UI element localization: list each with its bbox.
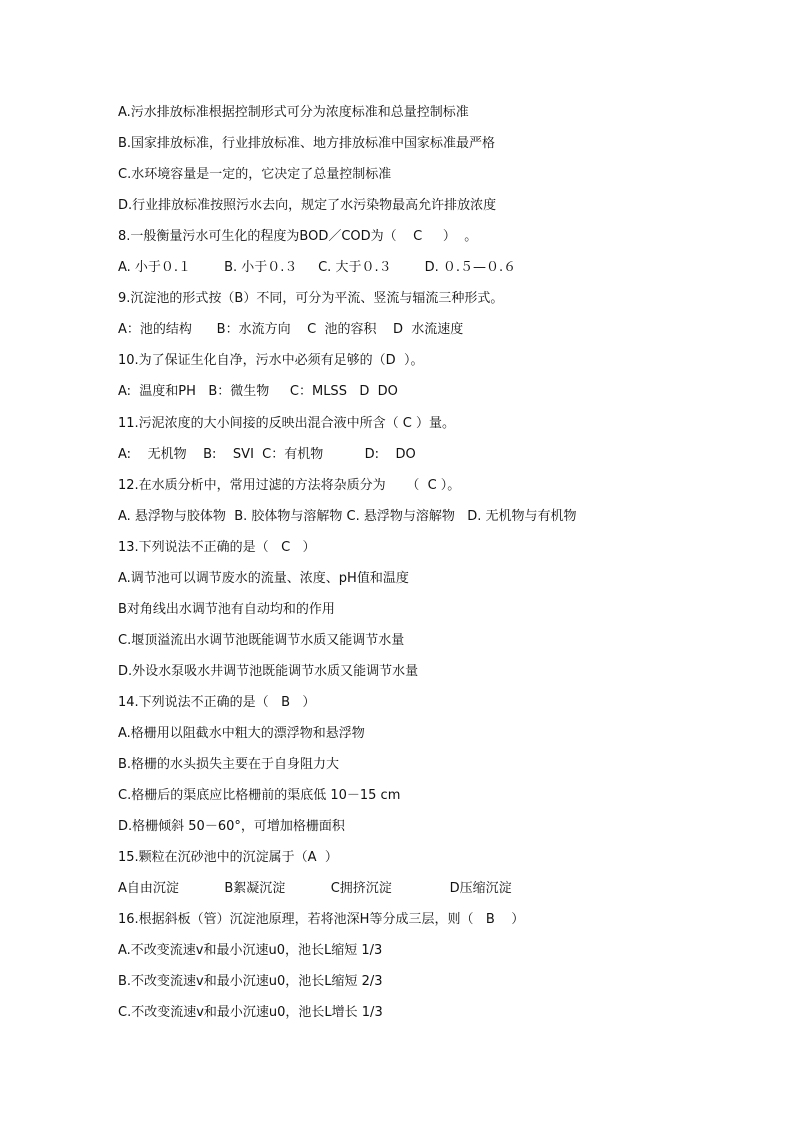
text-line: B.不改变流速v和最小沉速u0，池长L缩短 2/3 — [118, 974, 383, 990]
text-line: B对角线出水调节池有自动均和的作用 — [118, 601, 335, 617]
text-line: 12.在水质分析中，常用过滤的方法将杂质分为 （ C ）。 — [118, 477, 461, 493]
text-line: D.行业排放标准按照污水去向，规定了水污染物最高允许排放浓度 — [118, 198, 497, 214]
text-line: 14.下列说法不正确的是（ B ） — [118, 694, 316, 710]
text-line: A.污水排放标准根据控制形式可分为浓度标准和总量控制标准 — [118, 105, 469, 120]
text-line: A: 无机物 B: SVI C：有机物 D: DO — [118, 446, 416, 462]
text-line: A：池的结构 B：水流方向 C 池的容积 D 水流速度 — [118, 322, 464, 338]
text-line: A: 温度和PH B：微生物 C：MLSS D DO — [118, 384, 398, 400]
text-line: B.格栅的水头损失主要在于自身阻力大 — [118, 757, 340, 773]
text-line: A. 小于０.１ B. 小于０.３ C. 大于０.３ D. ０.５—０.６ — [118, 260, 517, 276]
text-line: C.格栅后的渠底应比格栅前的渠底低 10－15 cm — [118, 788, 401, 804]
text-line: 13.下列说法不正确的是（ C ） — [118, 539, 316, 555]
text-line: A.格栅用以阻截水中粗大的漂浮物和悬浮物 — [118, 726, 365, 741]
text-line: C.不改变流速v和最小沉速u0，池长L增长 1/3 — [118, 1005, 383, 1021]
text-line: 11.污泥浓度的大小间接的反映出混合液中所含（ C ）量。 — [118, 415, 456, 431]
text-line: 9.沉淀池的形式按（B）不同，可分为平流、竖流与辐流三种形式。 — [118, 291, 504, 307]
text-line: 16.根据斜板（管）沉淀池原理，若将池深H等分成三层，则（ B ） — [118, 912, 525, 928]
text-line: A.不改变流速v和最小沉速u0，池长L缩短 1/3 — [118, 943, 383, 959]
text-line: D.格栅倾斜 50－60°，可增加格栅面积 — [118, 819, 345, 835]
text-line: A. 悬浮物与胶体物 B. 胶体物与溶解物 C. 悬浮物与溶解物 D. 无机物与有机物 — [118, 508, 577, 524]
text-line: B.国家排放标准，行业排放标准、地方排放标准中国家标准最严格 — [118, 136, 496, 152]
text-line: D.外设水泵吸水井调节池既能调节水质又能调节水量 — [118, 663, 419, 679]
text-line: 15.颗粒在沉砂池中的沉淀属于（A ） — [118, 850, 338, 866]
text-line: C.堰顶溢流出水调节池既能调节水质又能调节水量 — [118, 632, 405, 648]
text-line: 8.一般衡量污水可生化的程度为BOD／COD为（ C ） 。 — [118, 229, 478, 245]
text-line: A自由沉淀 B絮凝沉淀 C拥挤沉淀 D压缩沉淀 — [118, 881, 512, 897]
text-line: 10.为了保证生化自净，污水中必须有足够的（D ）。 — [118, 353, 424, 369]
text-line: A.调节池可以调节废水的流量、浓度、pH值和温度 — [118, 570, 409, 586]
text-line: C.水环境容量是一定的，它决定了总量控制标准 — [118, 167, 392, 183]
